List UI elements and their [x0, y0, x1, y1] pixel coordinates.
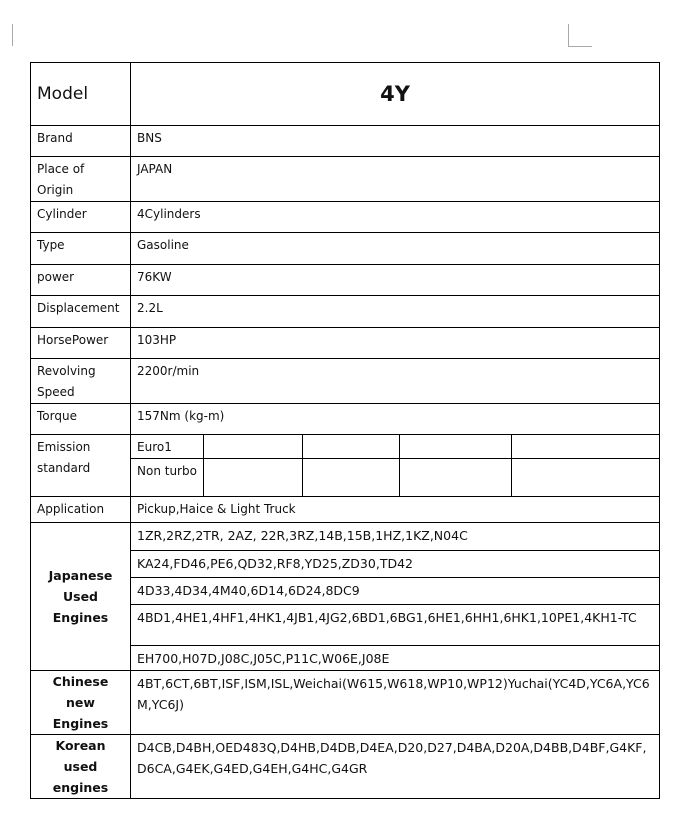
emission-value-1: Euro1	[131, 435, 204, 459]
emission-empty-cell	[204, 435, 303, 459]
cylinder-row	[31, 202, 660, 233]
power-row	[31, 265, 660, 296]
application-label: Application	[31, 497, 131, 523]
horsepower-label: HorsePower	[31, 328, 131, 359]
japanese-engines-list: EH700,H07D,J08C,J05C,P11C,W06E,J08E	[131, 646, 660, 671]
revolving-speed-label-line2: Speed	[37, 385, 75, 399]
emission-empty-cell	[400, 459, 512, 497]
torque-label: Torque	[31, 404, 131, 435]
model-row	[31, 63, 660, 126]
brand-row	[31, 126, 660, 157]
emission-empty-cell	[204, 459, 303, 497]
japanese-engines-list: 1ZR,2RZ,2TR, 2AZ, 22R,3RZ,14B,15B,1HZ,1KZ,N04C	[131, 523, 660, 551]
japanese-engines-list: 4BD1,4HE1,4HF1,4HK1,4JB1,4JG2,6BD1,6BG1,6HE1,6HH1,6HK1,10PE1,4KH1-TC	[131, 605, 660, 646]
chinese-engine-row	[31, 671, 660, 735]
emission-empty-cell	[400, 435, 512, 459]
brand-label: Brand	[31, 126, 131, 157]
power-value: 76KW	[131, 265, 660, 296]
emission-empty-cell	[303, 459, 400, 497]
japanese-label-line3: Engines	[52, 610, 109, 625]
horsepower-value: 103HP	[131, 328, 660, 359]
korean-engines-list: D4CB,D4BH,OED483Q,D4HB,D4DB,D4EA,D20,D27,D4BA,D20A,D4BB,D4BF,G4KF,D6CA,G4EK,G4ED,G4EH,G4HC,G4GR	[131, 735, 660, 799]
model-label: Model	[31, 63, 131, 126]
origin-label: Place of Origin	[31, 157, 131, 202]
emission-label-line1: Emission	[37, 440, 91, 454]
korean-engines-label	[31, 735, 131, 799]
power-label: power	[31, 265, 131, 296]
emission-empty-cell	[512, 435, 660, 459]
korean-engine-row	[31, 735, 660, 799]
brand-value: BNS	[131, 126, 660, 157]
korean-label-line1: Korean used	[55, 738, 106, 774]
emission-value-2: Non turbo	[131, 459, 204, 497]
korean-label-line2: engines	[52, 780, 109, 795]
type-row	[31, 233, 660, 265]
emission-label-line2: standard	[37, 461, 91, 475]
chinese-label-line2: Engines	[52, 716, 109, 731]
emission-empty-cell	[512, 459, 660, 497]
japanese-engines-list: KA24,FD46,PE6,QD32,RF8,YD25,ZD30,TD42	[131, 551, 660, 578]
torque-value: 157Nm (kg-m)	[131, 404, 660, 435]
chinese-label-line1: Chinese new	[52, 674, 109, 710]
revolving-speed-row	[31, 359, 660, 404]
model-value: 4Y	[131, 63, 660, 126]
crop-mark-left	[0, 24, 13, 46]
emission-empty-cell	[303, 435, 400, 459]
displacement-value: 2.2L	[131, 296, 660, 328]
cylinder-value: 4Cylinders	[131, 202, 660, 233]
revolving-speed-value: 2200r/min	[131, 359, 660, 404]
japanese-engines-label	[31, 523, 131, 671]
type-value: Gasoline	[131, 233, 660, 265]
origin-value: JAPAN	[131, 157, 660, 202]
displacement-row	[31, 296, 660, 328]
japanese-label-line2: Used	[62, 589, 99, 604]
application-row	[31, 497, 660, 523]
application-value: Pickup,Haice & Light Truck	[131, 497, 660, 523]
crop-mark-right	[568, 24, 592, 47]
chinese-engines-list: 4BT,6CT,6BT,ISF,ISM,ISL,Weichai(W615,W618,WP10,WP12)Yuchai(YC4D,YC6A,YC6M,YC6J)	[131, 671, 660, 735]
japanese-engines-list: 4D33,4D34,4M40,6D14,6D24,8DC9	[131, 578, 660, 605]
displacement-label: Displacement	[31, 296, 131, 328]
emission-label	[31, 435, 131, 497]
emission-row-1	[31, 435, 660, 459]
origin-row	[31, 157, 660, 202]
cylinder-label: Cylinder	[31, 202, 131, 233]
revolving-speed-label	[31, 359, 131, 404]
japanese-label-line1: Japanese	[48, 568, 113, 583]
spec-table	[30, 62, 660, 799]
type-label: Type	[31, 233, 131, 265]
japanese-engine-row	[31, 523, 660, 551]
chinese-engines-label	[31, 671, 131, 735]
revolving-speed-label-line1: Revolving	[37, 364, 96, 378]
torque-row	[31, 404, 660, 435]
horsepower-row	[31, 328, 660, 359]
